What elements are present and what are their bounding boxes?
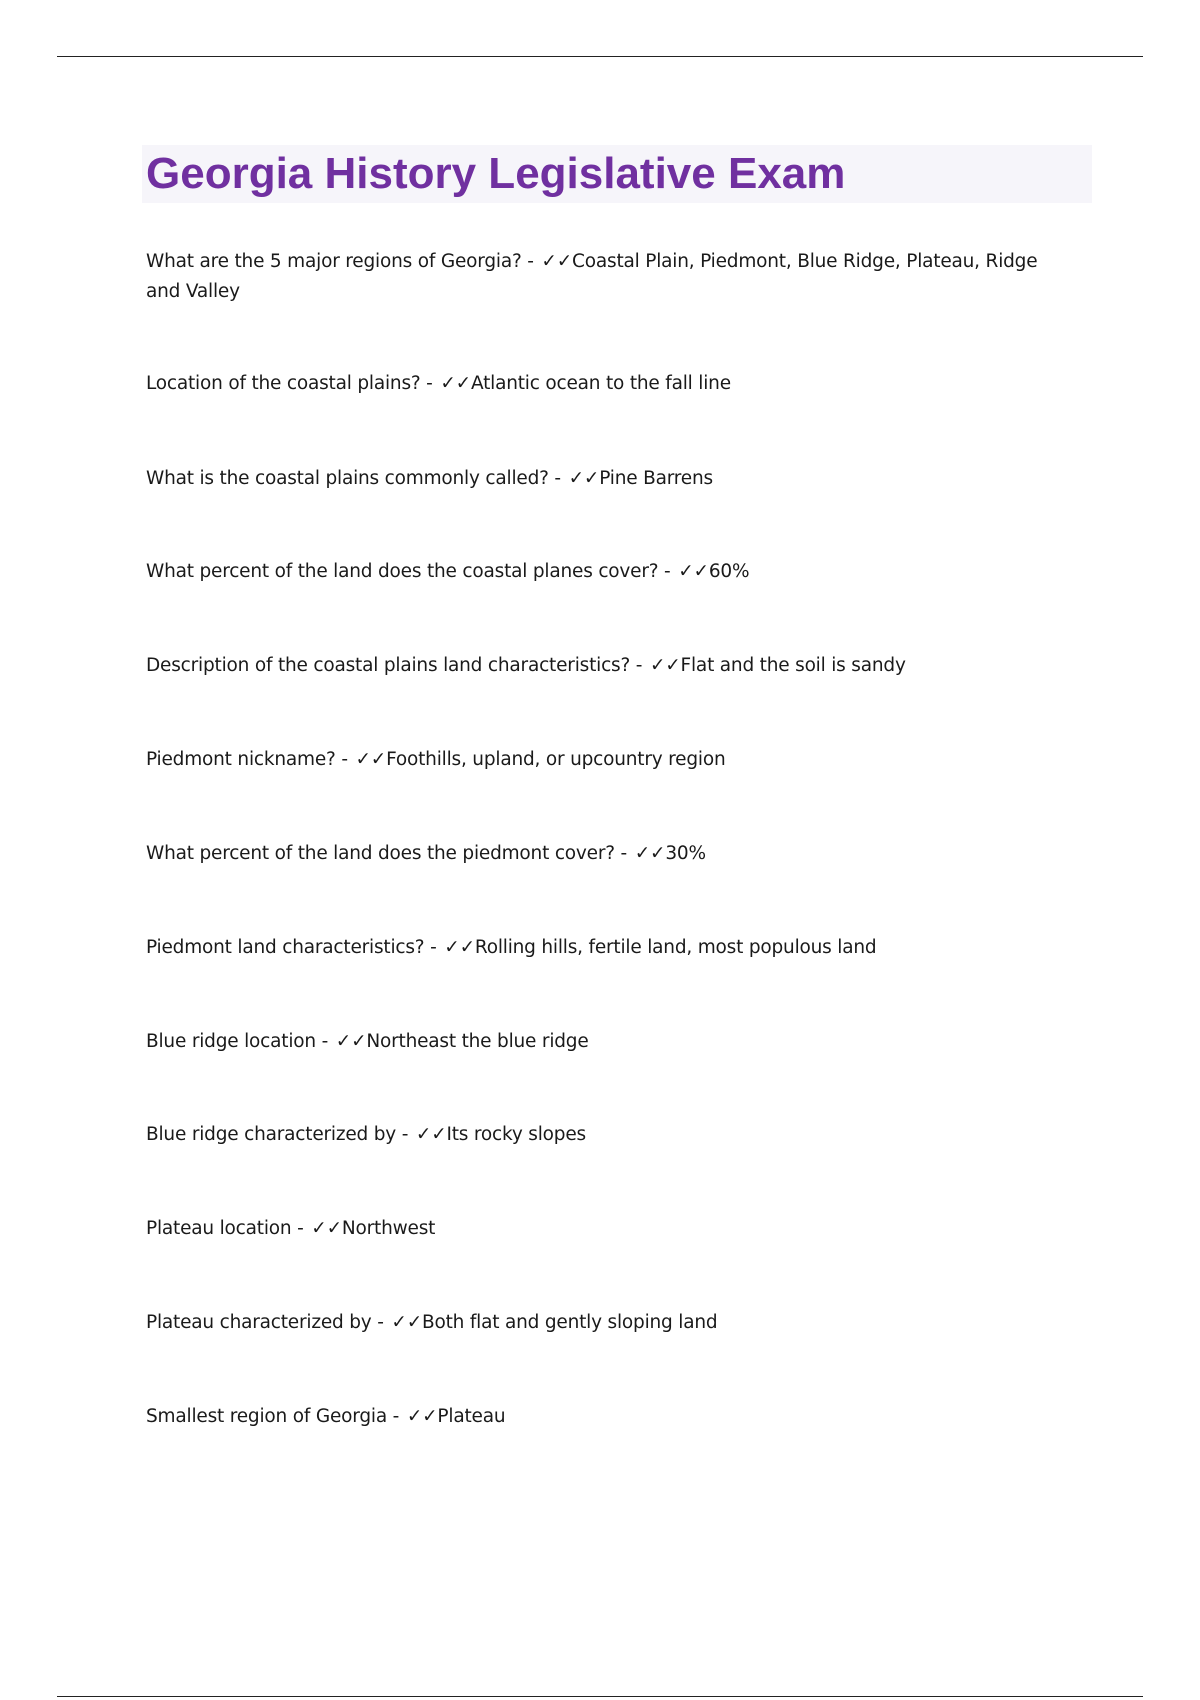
question-text: Smallest region of Georgia - — [146, 1406, 405, 1427]
qa-item — [146, 247, 1076, 307]
question-text: Location of the coastal plains? - — [146, 373, 439, 394]
answer-text: Its rocky slopes — [446, 1124, 586, 1145]
question-text: Piedmont nickname? - — [146, 749, 354, 770]
answer-text: Northeast the blue ridge — [366, 1031, 589, 1052]
answer-text: 30% — [665, 843, 706, 864]
answer-text: Plateau — [437, 1406, 506, 1427]
qa-item — [146, 1027, 1076, 1057]
question-text: Plateau characterized by - — [146, 1312, 390, 1333]
question-text: Piedmont land characteristics? - — [146, 937, 443, 958]
question-text: Blue ridge characterized by - — [146, 1124, 414, 1145]
qa-item — [146, 933, 1076, 963]
qa-item — [146, 651, 1076, 681]
double-check-icon: ✓✓ — [391, 1312, 422, 1333]
footer-rule — [57, 1696, 1143, 1697]
answer-text: Flat and the soil is sandy — [680, 655, 906, 676]
double-check-icon: ✓✓ — [440, 373, 471, 394]
question-text: What percent of the land does the piedmont cover? - — [146, 843, 633, 864]
answer-text: Foothills, upland, or upcountry region — [386, 749, 726, 770]
double-check-icon: ✓✓ — [634, 843, 666, 864]
answer-text: Both flat and gently sloping land — [422, 1312, 718, 1333]
double-check-icon: ✓✓ — [541, 251, 573, 272]
qa-item — [146, 1308, 1076, 1338]
answer-text: Atlantic ocean to the fall line — [470, 373, 731, 394]
question-text: What are the 5 major regions of Georgia? - — [146, 251, 540, 272]
qa-item — [146, 369, 1076, 399]
double-check-icon: ✓✓ — [311, 1218, 342, 1239]
qa-item — [146, 1214, 1076, 1244]
qa-item — [146, 839, 1076, 869]
answer-text: Coastal Plain, Piedmont, Blue Ridge, Plateau, Ridge and Valley — [146, 251, 1038, 302]
double-check-icon: ✓✓ — [568, 468, 600, 489]
answer-text: Pine Barrens — [599, 468, 713, 489]
question-text: Description of the coastal plains land characteristics? - — [146, 655, 648, 676]
document-title: Georgia History Legislative Exam — [146, 149, 846, 198]
header-rule — [57, 56, 1143, 57]
answer-text: Northwest — [341, 1218, 436, 1239]
question-text: Blue ridge location - — [146, 1031, 334, 1052]
double-check-icon: ✓✓ — [678, 561, 709, 582]
qa-item — [146, 745, 1076, 775]
question-text: Plateau location - — [146, 1218, 310, 1239]
double-check-icon: ✓✓ — [649, 655, 681, 676]
double-check-icon: ✓✓ — [355, 749, 387, 770]
answer-text: 60% — [708, 561, 750, 582]
double-check-icon: ✓✓ — [444, 937, 475, 958]
question-text: What is the coastal plains commonly called? - — [146, 468, 567, 489]
double-check-icon: ✓✓ — [335, 1031, 367, 1052]
qa-item — [146, 557, 1076, 587]
qa-item — [146, 464, 1076, 494]
qa-item — [146, 1402, 1076, 1432]
double-check-icon: ✓✓ — [415, 1124, 447, 1145]
double-check-icon: ✓✓ — [406, 1406, 438, 1427]
answer-text: Rolling hills, fertile land, most populous land — [474, 937, 877, 958]
qa-item — [146, 1120, 1076, 1150]
question-text: What percent of the land does the coastal planes cover? - — [146, 561, 677, 582]
